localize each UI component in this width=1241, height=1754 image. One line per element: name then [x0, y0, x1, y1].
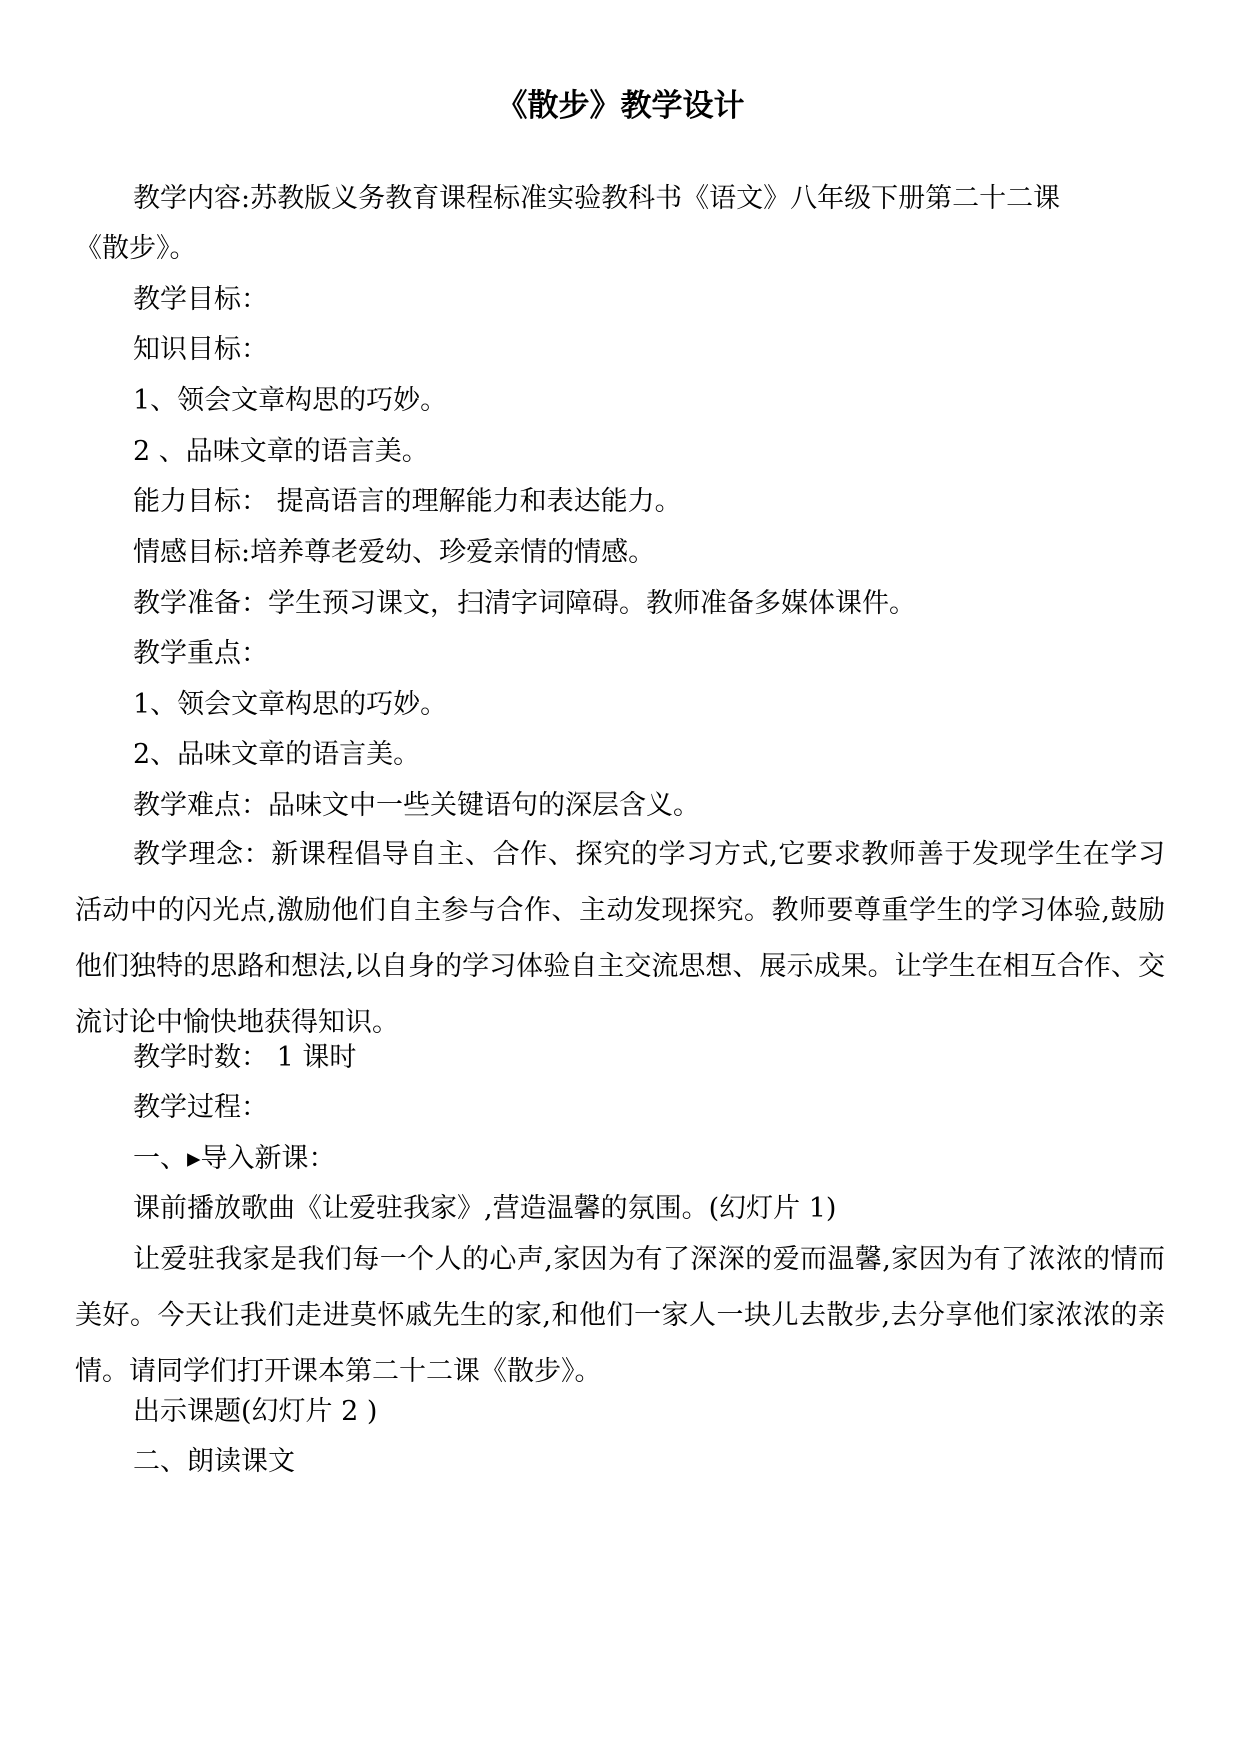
step-1-intro-paragraph: 让爱驻我家是我们每一个人的心声,家因为有了深深的爱而温馨,家因为有了浓浓的情而美好。今天让我们走进莫怀戚先生的家,和他们一家人一块儿去散步,去分享他们家浓浓的亲情。请同学们打开课本第二十二课《散步》。 — [75, 1244, 1165, 1387]
teaching-content: 教学内容:苏教版义务教育课程标准实验教科书《语文》八年级下册第二十二课 — [133, 183, 1061, 214]
ability-goal: 能力目标： 提高语言的理解能力和表达能力。 — [133, 486, 682, 517]
key-point-1: 1、领会文章构思的巧妙。 — [133, 689, 448, 720]
step-1-song: 课前播放歌曲《让爱驻我家》,营造温馨的氛围。(幻灯片 1) — [133, 1193, 837, 1224]
teaching-content-continued: 《散步》。 — [75, 233, 197, 264]
step-2-heading: 二、朗读课文 — [133, 1446, 295, 1477]
difficult-point: 教学难点：品味文中一些关键语句的深层含义。 — [133, 790, 700, 821]
teaching-philosophy-paragraph: 教学理念：新课程倡导自主、合作、探究的学习方式,它要求教师善于发现学生在学习活动中的闪光点,激励他们自主参与合作、主动发现探究。教师要尊重学生的学习体验,鼓励他们独特的思路和想法,以自身的学习体验自主交流思想、展示成果。让学生在相互合作、交流讨论中愉快地获得知识。 — [75, 839, 1165, 1038]
emotion-goal: 情感目标:培养尊老爱幼、珍爱亲情的情感。 — [133, 537, 656, 568]
teaching-process-heading: 教学过程： — [133, 1092, 268, 1123]
knowledge-goal-1: 1、领会文章构思的巧妙。 — [133, 385, 448, 416]
key-point-2: 2、品味文章的语言美。 — [133, 739, 421, 770]
step-1-heading: 一、▸导入新课： — [133, 1143, 336, 1174]
knowledge-goal-2: 2 、品味文章的语言美。 — [133, 436, 429, 467]
document-title: 《散步》教学设计 — [496, 88, 745, 124]
key-points-heading: 教学重点： — [133, 638, 268, 669]
knowledge-goals-heading: 知识目标： — [133, 334, 268, 365]
teaching-hours: 教学时数： 1 课时 — [133, 1042, 357, 1073]
teaching-goals-heading: 教学目标： — [133, 284, 268, 315]
teaching-preparation: 教学准备：学生预习课文，扫清字词障碍。教师准备多媒体课件。 — [133, 588, 916, 619]
step-1-show-title: 出示课题(幻灯片 2 ) — [133, 1396, 378, 1427]
